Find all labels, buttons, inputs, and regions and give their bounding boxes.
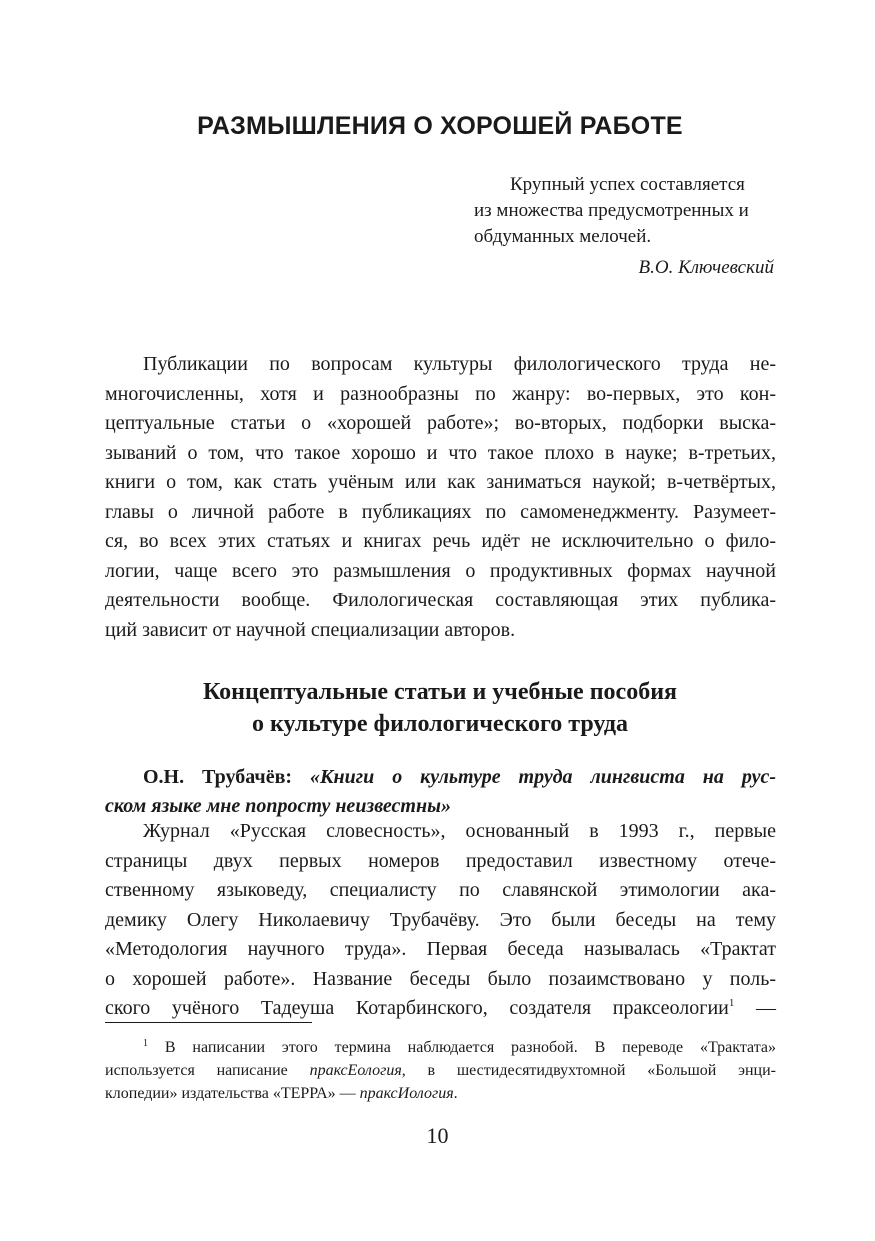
section-heading-line: Концептуальные статьи и учебные пособия bbox=[202, 679, 678, 705]
footnote-term: праксИология bbox=[359, 1085, 454, 1102]
text-line: цептуальные статьи о «хорошей работе»; во-вторых, подборки выска- bbox=[105, 412, 776, 434]
footnote bbox=[105, 1036, 776, 1105]
section-heading bbox=[100, 676, 780, 740]
body-paragraph bbox=[105, 817, 776, 1024]
page-number: 10 bbox=[426, 1123, 449, 1148]
text-line-tail: — bbox=[734, 997, 777, 1019]
subsection-line bbox=[105, 763, 776, 792]
subsection-quote: ском языке мне попросту неизвестны» bbox=[105, 795, 451, 817]
text-line: многочисленны, хотя и разнообразны по жанру: во-первых, это кон- bbox=[105, 382, 776, 405]
footnote-line bbox=[105, 1036, 776, 1059]
text-line: ций зависит от научной специализации авторов. bbox=[105, 618, 516, 641]
epigraph-line: Крупный успех составляется bbox=[510, 174, 745, 195]
text-line: ственному языковеду, специалисту по славянской этимологии ака- bbox=[105, 879, 776, 901]
epigraph-author: В.О. Ключевский bbox=[638, 257, 774, 278]
footnote-line bbox=[105, 1059, 776, 1082]
footnote-term: праксЕология bbox=[309, 1062, 402, 1079]
epigraph-line: обдуманных мелочей. bbox=[474, 226, 652, 247]
subsection-quote: «Книги о культуре труда лингвиста на рус- bbox=[309, 766, 776, 788]
text-line: о хорошей работе». Название беседы было позаимствовано у поль- bbox=[105, 967, 776, 990]
text-line: зываний о том, что такое хорошо и что такое плохо в науке; в-третьих, bbox=[105, 441, 776, 464]
footnote-text: клопедии» издательства «ТЕРРА» — bbox=[105, 1085, 360, 1102]
footnote-line bbox=[105, 1082, 776, 1105]
text-line: Журнал «Русская словесность», основанный в 1993 г., первые bbox=[143, 820, 776, 842]
epigraph-line: из множества предусмотренных и bbox=[474, 200, 749, 221]
intro-paragraph bbox=[105, 350, 776, 645]
text-line: Публикации по вопросам культуры филологического труда не- bbox=[143, 353, 776, 375]
chapter-title: РАЗМЫШЛЕНИЯ О ХОРОШЕЙ РАБОТЕ bbox=[197, 112, 683, 140]
text-line: логии, чаще всего это размышления о продуктивных формах научной bbox=[105, 559, 776, 582]
subsection-author: О.Н. Трубачёв: bbox=[143, 766, 310, 788]
text-line bbox=[105, 994, 776, 1024]
text-line-content: ского учёного Тадеуша Котарбинского, создателя праксеологии bbox=[105, 997, 729, 1019]
text-line: страницы двух первых номеров предоставил известному отече- bbox=[105, 849, 776, 872]
text-line: демику Олегу Николаевичу Трубачёву. Это были беседы на тему bbox=[105, 908, 776, 931]
text-line: деятельности вообще. Филологическая составляющая этих публика- bbox=[105, 589, 776, 611]
section-heading-line: о культуре филологического труда bbox=[251, 711, 629, 737]
text-line: главы о личной работе в публикациях по самоменеджменту. Разумеет- bbox=[105, 500, 776, 523]
footnote-reference[interactable]: 1 bbox=[728, 997, 735, 1009]
footnote-marker: 1 bbox=[143, 1038, 148, 1049]
text-line: книги о том, как стать учёным или как заниматься наукой; в-четвёртых, bbox=[105, 471, 776, 493]
footnote-text: В написании этого термина наблюдается разнобой. В переводе «Трактата» bbox=[148, 1039, 776, 1056]
footnote-text: . bbox=[453, 1085, 458, 1102]
text-line: ся, во всех этих статьях и книгах речь идёт не исключительно о фило- bbox=[105, 530, 776, 552]
epigraph bbox=[474, 172, 784, 281]
footnote-divider bbox=[105, 1022, 312, 1023]
subsection-heading bbox=[105, 763, 776, 821]
footnote-text: , в шестидесятидвухтомной «Большой энци- bbox=[401, 1062, 777, 1079]
footnote-text: используется написание bbox=[105, 1062, 310, 1079]
text-line: «Методология научного труда». Первая беседа называлась «Трактат bbox=[105, 938, 776, 960]
